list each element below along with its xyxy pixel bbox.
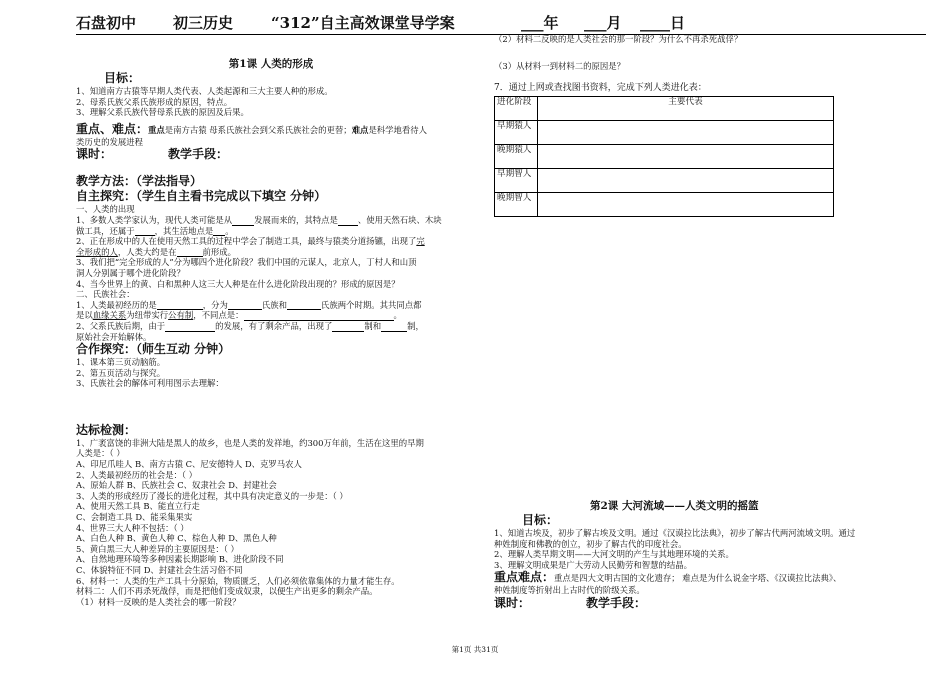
lesson2-time-row: 课时： 教学手段： [494, 595, 647, 610]
s2-question-2: 2、父系氏族后期，由于 的发展，有了剩余产品，出现了 制和 制， [76, 320, 424, 331]
test-line: C、体貌特征不同 D、封建社会生活习俗不同 [76, 565, 243, 575]
test-line: A、自然地理环境等多种因素长期影响 B、进化阶段不同 [76, 554, 284, 565]
self-study-heading: 自主探究：（学生自主看书完成以下填空 分钟） [76, 189, 327, 204]
table-row [495, 120, 834, 144]
question-2: 2、正在形成中的人在使用天然工具的过程中学会了制造工具，最终与猿类分道扬镳，出现了完 [76, 236, 425, 247]
question-1-cont: 做工具，还属于 ，其生活地点是 。 [76, 225, 234, 236]
test-line: 4、世界三大人种不包括：（ ） [76, 522, 189, 533]
question-3-cont: 洞人分别属于哪个进化阶段？ [76, 267, 185, 278]
lesson2-key-points-cont: 种姓制度等折射出上古时代的阶级关系。 [494, 585, 645, 596]
date-month: ___月 [584, 14, 622, 32]
cooperation-item: 2、第五页活动与探究。 [76, 367, 166, 378]
fill-blank[interactable] [165, 331, 215, 332]
test-line: 2、人类最初经历的社会是：（ ） [76, 469, 198, 480]
lesson2-title: 第2课 大河流域——人类文明的摇篮 [590, 500, 759, 512]
test-line: A、原始人群 B、氏族社会 C、奴隶社会 D、封建社会 [76, 480, 277, 491]
question-1: 1、多数人类学家认为，现代人类可能是从 发展而来的，其特点是 、使用天然石块、木块 [76, 214, 442, 225]
test-line: 1、广袤富饶的非洲大陆是黑人的故乡，也是人类的发祥地，约300万年前，生活在这里的早期 [76, 437, 424, 448]
lesson2-goal: 2、理解人类早期文明——大河文明的产生与其地理环境的关系。 [494, 549, 734, 560]
table-stage-cell: 早期智人 [495, 168, 538, 192]
lesson1-goal: 3、理解父系氏族代替母系氏族的原因及后果。 [76, 107, 249, 118]
test-line: A、使用天然工具 B、能直立行走 [76, 501, 200, 512]
section-heading: 二、氏族社会： [76, 289, 135, 300]
page-header [76, 8, 926, 35]
table-answer-cell[interactable] [538, 192, 834, 216]
fill-blank[interactable] [332, 331, 364, 332]
cooperation-item: 3、氏族社会的解体可利用图示去理解： [76, 378, 224, 389]
cooperation-item: 1、课本第三页动脑筋。 [76, 357, 166, 368]
fill-blank[interactable] [381, 331, 407, 332]
table-row [495, 192, 834, 216]
table-answer-cell[interactable] [538, 144, 834, 168]
question-3: 3、我们把“完全形成的人”分为哪四个进化阶段？我们中国的元谋人，北京人，丁村人和山顶 [76, 257, 417, 268]
table-header-representative: 主要代表 [538, 96, 834, 120]
s2-question-2-cont: 原始社会开始解体。 [76, 331, 152, 342]
s2-question-1-cont: 是以血缘关系为纽带实行公有制，不同点是： 。 [76, 310, 402, 321]
lesson2-goals-heading: 目标： [522, 513, 559, 527]
table-header-row [495, 96, 834, 120]
lesson2-goal: 1、知道古埃及，初步了解古埃及文明。通过《汉谟拉比法典》，初步了解古代两河流域文明。通过 [494, 528, 856, 538]
lesson2-key-points: 重点难点：重点是四大文明古国的文化遗存； 难点是为什么说金字塔、《汉谟拉比法典》、 [494, 570, 842, 585]
test-line: （1）材料一反映的是人类社会的哪一阶段？ [76, 596, 241, 607]
question-6-3: （3）从材料一到材料二的原因是？ [494, 60, 625, 71]
lesson1-column [76, 58, 466, 607]
lesson1-time-row: 课时： 教学手段： [76, 147, 229, 162]
lesson2-block [494, 500, 924, 611]
test-line: 人类是：（ ） [76, 448, 125, 459]
lesson1-key-points-cont: 类历史的发展进程 [76, 136, 143, 147]
fill-blank[interactable] [338, 225, 358, 226]
s2-question-1: 1、人类最初经历的是 ，分为 氏族和 氏族两个时期。其共同点都 [76, 299, 422, 310]
table-row [495, 168, 834, 192]
lesson1-title: 第1课 人类的形成 [228, 58, 314, 70]
cooperation-heading: 合作探究：（师生互动 分钟） [76, 342, 231, 357]
lesson1-goals-heading: 目标： [104, 71, 141, 85]
test-line: 材料二：人们不再杀死战俘，而是把他们变成奴隶，以便生产出更多的剩余产品。 [76, 586, 378, 597]
fill-blank[interactable] [232, 225, 254, 226]
question-7: 7．通过上网或查找图书资料，完成下列人类进化表： [494, 83, 707, 94]
test-line: 3、人类的形成经历了漫长的进化过程，其中具有决定意义的一步是：（ ） [76, 490, 348, 501]
test-heading: 达标检测： [76, 422, 137, 437]
test-line: 6、材料一：人类的生产工具十分原始，物质匮乏，人们必须依靠集体的力量才能生存。 [76, 575, 400, 586]
test-line: 5、黄白黑三大人种差异的主要原因是：（ ） [76, 543, 239, 554]
date-day: ____日 [640, 14, 686, 32]
grade-subject: 初三历史 [173, 14, 234, 32]
program-title: “312”自主高效课堂导学案 [271, 14, 455, 32]
method-heading: 教学方法：（学法指导） [76, 174, 203, 189]
table-stage-cell: 晚期猿人 [495, 144, 538, 168]
test-line: A、印尼爪哇人 B、南方古猿 C、尼安德特人 D、克罗马农人 [76, 459, 302, 470]
question-6-2: （2）材料二反映的是人类社会的那一阶段？为什么不再杀死战俘？ [494, 34, 743, 44]
table-stage-cell: 晚期智人 [495, 192, 538, 216]
lesson2-goal: 3、理解文明成果是广大劳动人民勤劳和智慧的结晶。 [494, 559, 692, 570]
table-answer-cell[interactable] [538, 120, 834, 144]
table-row [495, 144, 834, 168]
page-footer: 第1页 共31页 [451, 645, 499, 654]
right-column [494, 34, 924, 217]
lesson1-goal: 2、母系氏族父系氏族形成的原因，特点。 [76, 96, 233, 107]
table-header-stage: 进化阶段 [495, 96, 538, 120]
section-heading: 一、人类的出现 [76, 204, 135, 215]
question-2-cont: 全形成的人，人类大约是在 前形成。 [76, 246, 236, 257]
lesson1-goal: 1、知道南方古猿等早期人类代表、人类起源和三大主要人种的形成。 [76, 86, 333, 96]
lesson1-key-points: 重点、难点：重点是南方古猿 母系氏族社会到父系氏族社会的更替；难点是科学地看待人 [76, 121, 428, 136]
lesson2-goal: 种姓制度和佛教的创立，初步了解古代的印度社会。 [494, 538, 687, 549]
table-stage-cell: 早期猿人 [495, 120, 538, 144]
school-name: 石盘初中 [76, 14, 137, 32]
test-line: C、会制造工具 D、能采集果实 [76, 512, 193, 523]
evolution-table [494, 96, 834, 217]
question-4: 4、当今世界上的黄、白和黑种人这三大人种是在什么进化阶段出现的？形成的原因是？ [76, 278, 400, 289]
test-line: A、白色人种 B、黄色人种 C、棕色人种 D、黑色人种 [76, 533, 277, 544]
date-year: ___年 [521, 14, 559, 32]
table-answer-cell[interactable] [538, 168, 834, 192]
